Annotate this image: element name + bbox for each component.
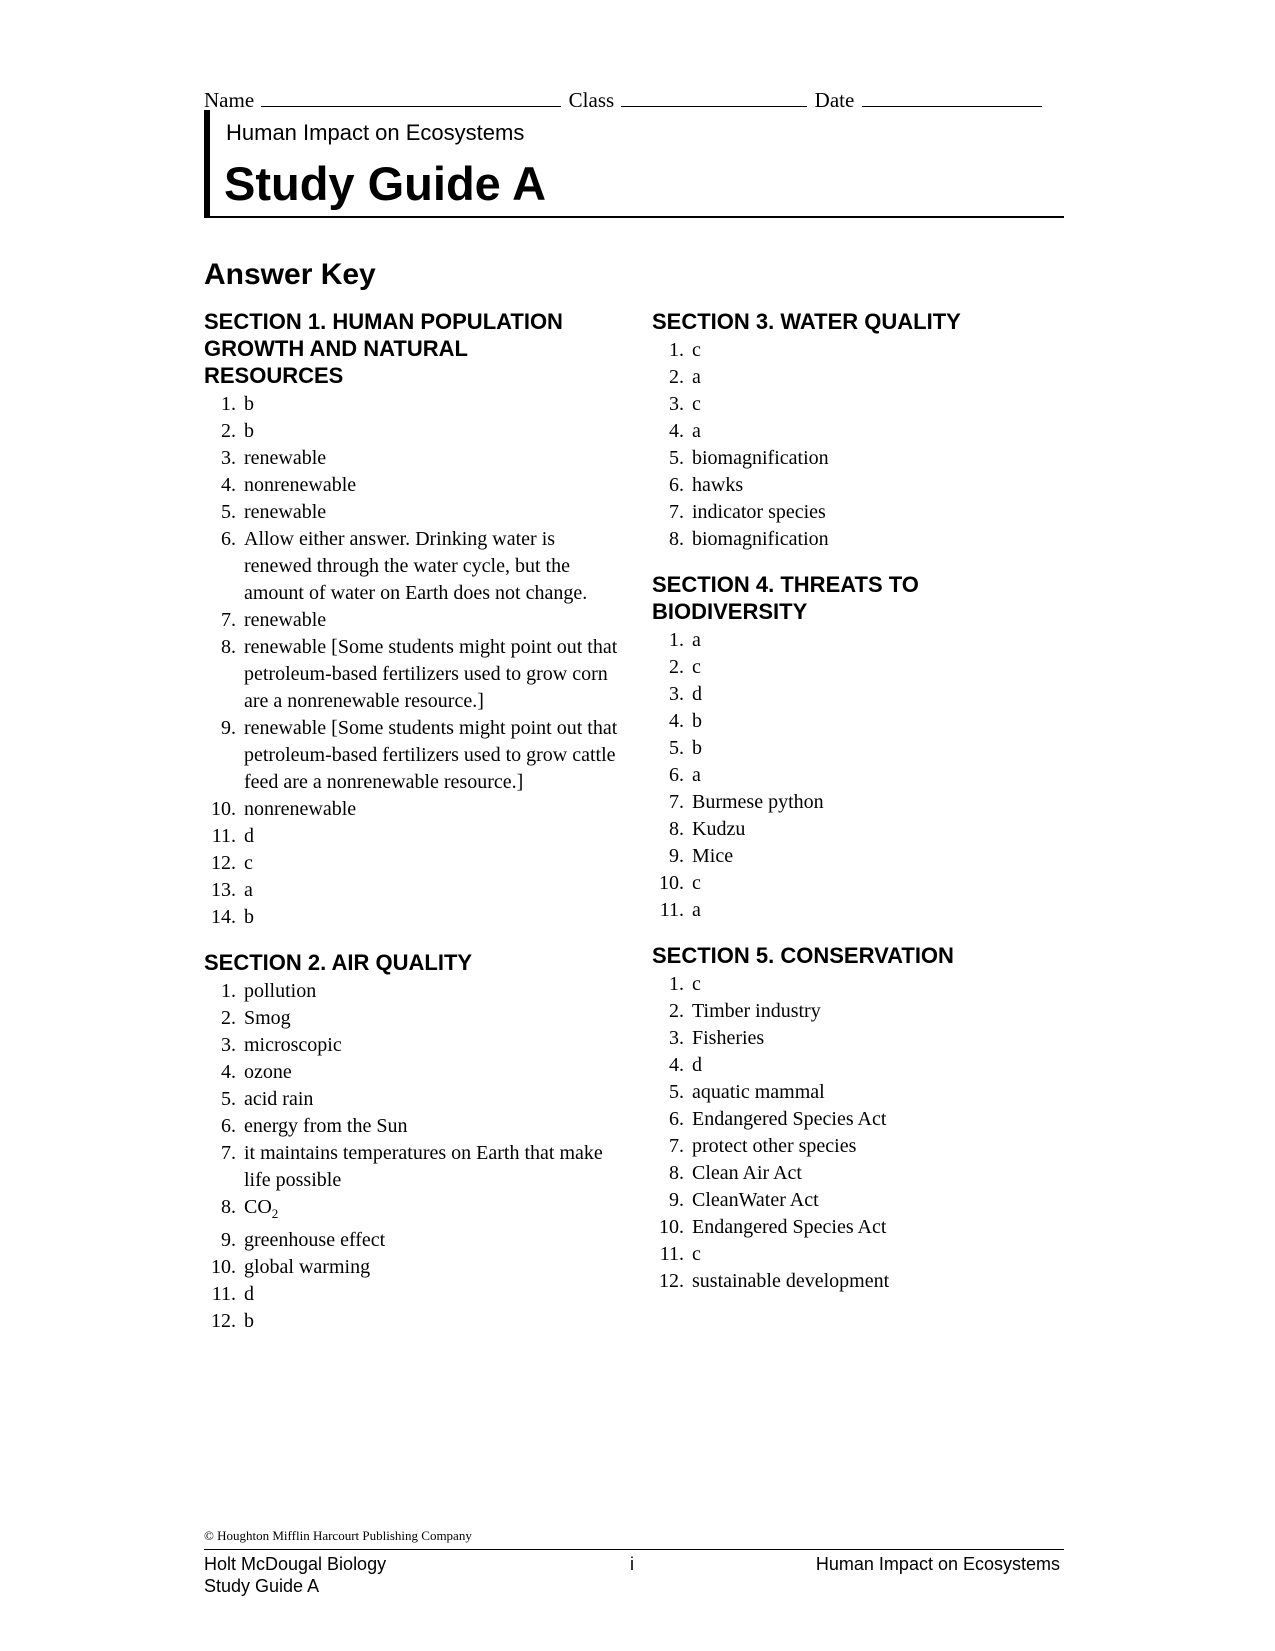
copyright-notice: © Houghton Mifflin Harcourt Publishing Company	[204, 1528, 472, 1543]
answer-item	[652, 1052, 1072, 1079]
answer-item	[652, 870, 1072, 897]
answer-list	[652, 627, 1072, 924]
answer-text	[692, 499, 1072, 526]
answer-item	[204, 634, 624, 715]
answer-item	[652, 1268, 1072, 1295]
answer-number: 3.	[221, 1034, 236, 1056]
answer-text	[692, 816, 1072, 843]
answer-text	[692, 364, 1072, 391]
answer-number: 4.	[669, 1054, 684, 1076]
answer-text-main: protect other species	[692, 1135, 857, 1157]
section-heading: SECTION 2. AIR QUALITY	[204, 950, 473, 975]
answer-item	[652, 998, 1072, 1025]
answer-number: 7.	[221, 609, 236, 631]
answer-text-main: c	[244, 852, 253, 874]
answer-item	[204, 796, 624, 823]
answer-text	[692, 1025, 1072, 1052]
answer-text-main: it maintains temperatures on Earth that make life possible	[244, 1142, 603, 1191]
answer-text-main: c	[692, 656, 701, 678]
answer-item	[204, 1254, 624, 1281]
answer-text	[692, 418, 1072, 445]
answer-text	[244, 1086, 624, 1113]
answer-item	[652, 1079, 1072, 1106]
answer-number: 13.	[211, 879, 236, 901]
answer-number: 11.	[211, 1283, 236, 1305]
title-block	[204, 110, 1064, 218]
answer-text-main: d	[244, 825, 254, 847]
answer-text	[244, 1005, 624, 1032]
answer-item	[204, 823, 624, 850]
answer-text	[692, 998, 1072, 1025]
answer-text-main: greenhouse effect	[244, 1229, 386, 1251]
answer-text	[244, 634, 624, 715]
answer-text-main: Burmese python	[692, 791, 824, 813]
answer-number: 14.	[211, 906, 236, 928]
answer-number: 6.	[669, 764, 684, 786]
answer-item	[652, 762, 1072, 789]
footer-chapter-title: Human Impact on Ecosystems	[815, 1554, 1060, 1574]
answer-text	[692, 1241, 1072, 1268]
answer-text-main: c	[692, 872, 701, 894]
answer-text-main: aquatic mammal	[692, 1081, 825, 1103]
answer-item	[652, 971, 1072, 998]
answer-number: 8.	[669, 818, 684, 840]
answer-number: 8.	[221, 1196, 236, 1218]
answer-text	[692, 337, 1072, 364]
section-2	[204, 949, 624, 1335]
footer-guide-title: Study Guide A	[204, 1576, 320, 1596]
answer-number: 4.	[221, 1061, 236, 1083]
answer-number: 1.	[669, 973, 684, 995]
answer-number: 3.	[669, 393, 684, 415]
answer-item	[204, 499, 624, 526]
answer-text	[692, 1160, 1072, 1187]
answer-number: 6.	[221, 528, 236, 550]
answer-number: 7.	[669, 501, 684, 523]
answer-item	[204, 1281, 624, 1308]
answer-text-main: b	[692, 737, 702, 759]
answer-number: 6.	[669, 1108, 684, 1130]
answer-number: 11.	[211, 825, 236, 847]
answer-text	[244, 526, 624, 607]
answer-text-main: renewable [Some students might point out that petroleum-based fertilizers used to grow cattle feed are a nonrenewable resource.]	[244, 717, 618, 793]
answer-text	[692, 708, 1072, 735]
answer-text-main: a	[692, 629, 701, 651]
answer-number: 12.	[211, 1310, 236, 1332]
answer-key-heading: Answer Key	[204, 258, 376, 291]
answer-text-main: Smog	[244, 1007, 291, 1029]
answer-list	[204, 391, 624, 931]
answer-item	[204, 1113, 624, 1140]
answer-text-main: microscopic	[244, 1034, 342, 1056]
answer-text	[692, 472, 1072, 499]
answer-text-main: nonrenewable	[244, 474, 357, 496]
answer-text-main: biomagnification	[692, 447, 829, 469]
answer-text	[244, 1308, 624, 1335]
answer-item	[652, 627, 1072, 654]
answer-number: 1.	[669, 339, 684, 361]
answer-text	[244, 1032, 624, 1059]
answer-text	[692, 789, 1072, 816]
answer-text-main: pollution	[244, 980, 317, 1002]
section-heading: SECTION 3. WATER QUALITY	[652, 309, 961, 334]
answer-item	[652, 708, 1072, 735]
answer-text	[244, 1113, 624, 1140]
answer-item	[204, 445, 624, 472]
answer-text	[692, 971, 1072, 998]
answer-item	[204, 715, 624, 796]
answer-text	[692, 1133, 1072, 1160]
answer-number: 7.	[669, 791, 684, 813]
answer-text	[244, 715, 624, 796]
answer-number: 1.	[221, 980, 236, 1002]
answer-item	[652, 735, 1072, 762]
answer-text	[244, 796, 624, 823]
answer-text	[244, 418, 624, 445]
answer-item	[204, 850, 624, 877]
answer-text	[692, 391, 1072, 418]
answer-number: 5.	[669, 737, 684, 759]
answer-number: 10.	[211, 798, 236, 820]
answer-text	[692, 681, 1072, 708]
class-label: Class	[568, 88, 615, 112]
answer-text	[692, 843, 1072, 870]
answer-number: 2.	[221, 1007, 236, 1029]
answer-item	[204, 418, 624, 445]
answer-item	[204, 1227, 624, 1254]
answer-number: 12.	[211, 852, 236, 874]
answer-text-main: c	[692, 973, 701, 995]
answer-number: 3.	[669, 1027, 684, 1049]
answer-text-main: a	[692, 764, 701, 786]
answer-text-main: b	[244, 1310, 254, 1332]
answer-text-main: b	[244, 420, 254, 442]
answer-text	[692, 1214, 1072, 1241]
answer-text-main: renewable [Some students might point out that petroleum-based fertilizers used to grow corn are a nonrenewable resource.]	[244, 636, 618, 712]
answer-text	[244, 499, 624, 526]
answer-number: 3.	[669, 683, 684, 705]
answer-number: 6.	[221, 1115, 236, 1137]
answer-text-main: c	[692, 339, 701, 361]
answer-number: 4.	[669, 710, 684, 732]
answer-item	[204, 526, 624, 607]
name-label: Name	[204, 88, 255, 112]
answer-text-main: biomagnification	[692, 528, 829, 550]
answer-item	[204, 877, 624, 904]
answer-text	[244, 850, 624, 877]
answer-list	[652, 971, 1072, 1295]
answer-number: 9.	[669, 1189, 684, 1211]
answer-text	[692, 897, 1072, 924]
answer-item	[652, 391, 1072, 418]
answer-number: 10.	[659, 872, 684, 894]
answer-number: 5.	[669, 1081, 684, 1103]
answer-item	[652, 816, 1072, 843]
answer-item	[204, 978, 624, 1005]
chapter-title: Human Impact on Ecosystems	[226, 120, 525, 145]
section-4	[652, 571, 1072, 924]
footer-divider	[204, 1549, 1064, 1550]
answer-text-main: Timber industry	[692, 1000, 821, 1022]
answer-text	[692, 526, 1072, 553]
answer-text-main: ozone	[244, 1061, 292, 1083]
answer-text	[244, 472, 624, 499]
answer-item	[652, 337, 1072, 364]
answer-text	[244, 978, 624, 1005]
answer-text	[692, 1106, 1072, 1133]
answer-text-main: acid rain	[244, 1088, 314, 1110]
answer-item	[652, 1160, 1072, 1187]
answer-text-main: a	[244, 879, 253, 901]
answer-text	[244, 445, 624, 472]
answer-item	[652, 897, 1072, 924]
answer-number: 11.	[659, 899, 684, 921]
answer-number: 8.	[669, 528, 684, 550]
answer-text-main: Allow either answer. Drinking water is renewed through the water cycle, but the amount of water on Earth does not change.	[244, 528, 588, 604]
answer-number: 7.	[221, 1142, 236, 1164]
answer-item	[652, 789, 1072, 816]
answer-item	[652, 418, 1072, 445]
date-blank	[862, 85, 1042, 107]
answer-text	[692, 1052, 1072, 1079]
class-blank	[621, 85, 807, 107]
date-label: Date	[814, 88, 855, 112]
answer-text	[244, 1254, 624, 1281]
answer-text	[244, 1281, 624, 1308]
answer-item	[204, 1032, 624, 1059]
footer-book-title: Holt McDougal Biology	[204, 1554, 387, 1574]
answer-text	[692, 627, 1072, 654]
answer-subscript: 2	[271, 1206, 279, 1221]
section-heading: SECTION 4. THREATS TO BIODIVERSITY	[652, 572, 919, 624]
answer-item	[204, 472, 624, 499]
answer-item	[652, 1133, 1072, 1160]
answer-text	[692, 762, 1072, 789]
left-column	[204, 308, 624, 1349]
answer-item	[204, 1194, 624, 1227]
answer-item	[204, 1059, 624, 1086]
answer-text-main: Mice	[692, 845, 734, 867]
answer-number: 2.	[221, 420, 236, 442]
answer-text	[692, 870, 1072, 897]
answer-text	[244, 904, 624, 931]
answer-text-main: b	[244, 393, 254, 415]
answer-item	[652, 1025, 1072, 1052]
answer-text	[244, 1059, 624, 1086]
answer-item	[652, 499, 1072, 526]
answer-number: 10.	[659, 1216, 684, 1238]
answer-item	[652, 364, 1072, 391]
page-number: i	[630, 1554, 634, 1574]
answer-number: 3.	[221, 447, 236, 469]
answer-item	[652, 1214, 1072, 1241]
answer-text	[692, 1187, 1072, 1214]
answer-number: 4.	[669, 420, 684, 442]
answer-item	[652, 681, 1072, 708]
answer-item	[652, 1106, 1072, 1133]
answer-item	[652, 445, 1072, 472]
answer-number: 5.	[669, 447, 684, 469]
right-column	[652, 308, 1072, 1309]
answer-item	[652, 654, 1072, 681]
answer-number: 9.	[669, 845, 684, 867]
answer-item	[204, 391, 624, 418]
answer-list	[652, 337, 1072, 553]
answer-text-main: CleanWater Act	[692, 1189, 819, 1211]
answer-item	[204, 607, 624, 634]
answer-text	[692, 1079, 1072, 1106]
answer-item	[652, 1187, 1072, 1214]
answer-number: 12.	[659, 1270, 684, 1292]
answer-text-main: renewable	[244, 501, 327, 523]
answer-number: 8.	[669, 1162, 684, 1184]
answer-text-main: renewable	[244, 609, 327, 631]
answer-number: 2.	[669, 656, 684, 678]
answer-item	[652, 526, 1072, 553]
answer-number: 1.	[669, 629, 684, 651]
answer-text	[692, 735, 1072, 762]
answer-item	[652, 843, 1072, 870]
section-1	[204, 308, 624, 931]
answer-text-main: hawks	[692, 474, 744, 496]
answer-text-main: Kudzu	[692, 818, 746, 840]
answer-number: 5.	[221, 1088, 236, 1110]
answer-text-main: b	[244, 906, 254, 928]
answer-number: 9.	[221, 1229, 236, 1251]
answer-list	[204, 978, 624, 1335]
document-title: Study Guide A	[224, 157, 547, 210]
section-heading: SECTION 1. HUMAN POPULATION GROWTH AND NATURAL RESOURCES	[204, 309, 563, 388]
answer-text-main: indicator species	[692, 501, 826, 523]
answer-number: 11.	[659, 1243, 684, 1265]
answer-number: 2.	[669, 1000, 684, 1022]
answer-text-main: c	[692, 393, 701, 415]
answer-item	[204, 1140, 624, 1194]
answer-item	[204, 904, 624, 931]
answer-text	[244, 607, 624, 634]
answer-text	[244, 823, 624, 850]
answer-number: 1.	[221, 393, 236, 415]
answer-text-main: d	[692, 1054, 702, 1076]
answer-text-main: Clean Air Act	[692, 1162, 802, 1184]
answer-text	[244, 1194, 624, 1227]
answer-text	[244, 1227, 624, 1254]
answer-text-main: renewable	[244, 447, 327, 469]
answer-text-main: a	[692, 899, 701, 921]
answer-number: 8.	[221, 636, 236, 658]
answer-text	[244, 1140, 624, 1194]
answer-text-main: CO	[244, 1196, 272, 1218]
answer-number: 4.	[221, 474, 236, 496]
answer-text-main: sustainable development	[692, 1270, 890, 1292]
answer-number: 6.	[669, 474, 684, 496]
answer-text-main: a	[692, 366, 701, 388]
answer-number: 7.	[669, 1135, 684, 1157]
answer-number: 10.	[211, 1256, 236, 1278]
answer-text	[244, 877, 624, 904]
answer-text-main: c	[692, 1243, 701, 1265]
footer-left	[204, 1553, 386, 1597]
answer-text-main: energy from the Sun	[244, 1115, 408, 1137]
answer-text	[692, 445, 1072, 472]
answer-text	[692, 1268, 1072, 1295]
answer-number: 9.	[221, 717, 236, 739]
answer-text-main: Endangered Species Act	[692, 1216, 887, 1238]
name-blank	[261, 85, 561, 107]
answer-text-main: Fisheries	[692, 1027, 765, 1049]
answer-text-main: d	[244, 1283, 254, 1305]
answer-number: 5.	[221, 501, 236, 523]
answer-number: 2.	[669, 366, 684, 388]
answer-text-main: d	[692, 683, 702, 705]
answer-item	[204, 1086, 624, 1113]
section-5	[652, 942, 1072, 1295]
answer-text-main: a	[692, 420, 701, 442]
answer-text	[692, 654, 1072, 681]
section-3	[652, 308, 1072, 553]
answer-text-main: nonrenewable	[244, 798, 357, 820]
answer-item	[652, 472, 1072, 499]
answer-item	[652, 1241, 1072, 1268]
answer-item	[204, 1308, 624, 1335]
answer-text-main: b	[692, 710, 702, 732]
answer-text	[244, 391, 624, 418]
answer-text-main: Endangered Species Act	[692, 1108, 887, 1130]
answer-item	[204, 1005, 624, 1032]
answer-text-main: global warming	[244, 1256, 371, 1278]
section-heading: SECTION 5. CONSERVATION	[652, 943, 954, 968]
